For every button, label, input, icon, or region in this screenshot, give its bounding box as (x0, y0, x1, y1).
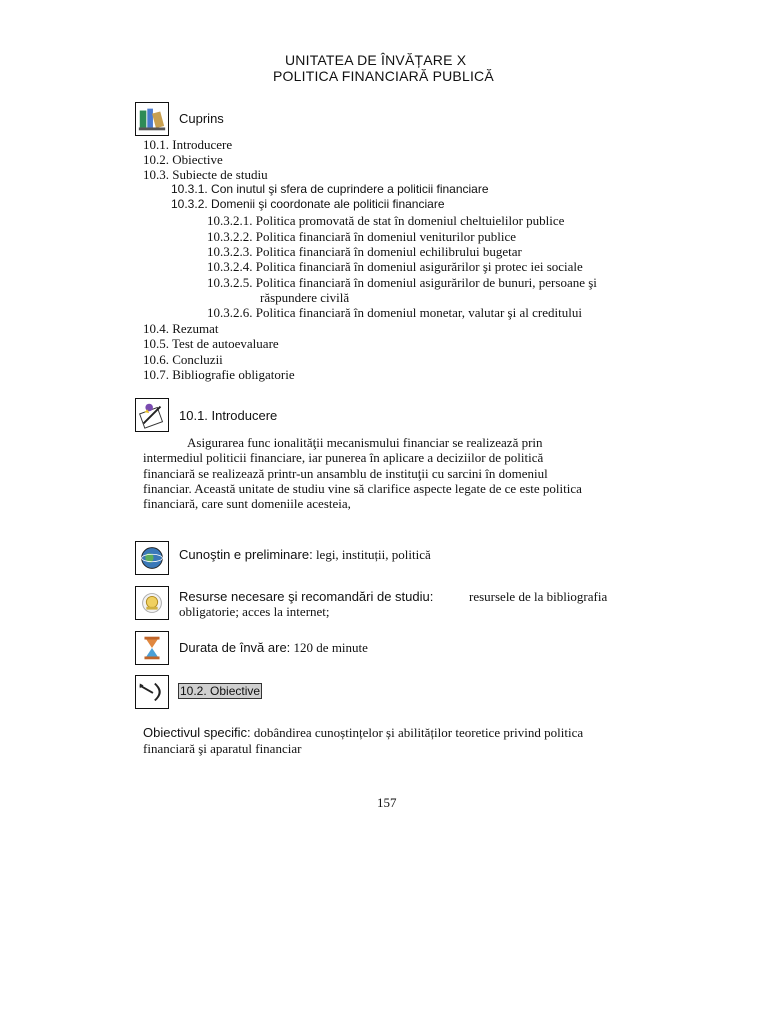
intro-paragraph-line: financiară se realizează printr-un ansamblu de instituţii cu sarcini în domeniul (143, 466, 548, 481)
objective-value-line2: financiară şi aparatul financiar (143, 741, 302, 756)
toc-item[interactable]: 10.2. Obiective (143, 152, 223, 167)
toc-item[interactable]: 10.4. Rezumat (143, 321, 219, 336)
resources-value-line2: obligatorie; acces la internet; (179, 604, 330, 619)
globe-icon (135, 541, 169, 575)
toc-item[interactable]: 10.7. Bibliografie obligatorie (143, 367, 295, 382)
cuprins-heading: Cuprins (179, 111, 224, 126)
objective-label: Obiectivul specific: (143, 725, 251, 740)
toc-item[interactable]: 10.3.2.5. Politica financiară în domeniul asigurărilor de bunuri, persoane şi (207, 275, 597, 290)
section-heading-introducere: 10.1. Introducere (179, 408, 278, 423)
toc-item[interactable]: 10.5. Test de autoevaluare (143, 336, 279, 351)
toc-item[interactable]: 10.3.2.4. Politica financiară în domeniul asigurărilor şi protec iei sociale (207, 259, 583, 274)
target-icon (135, 675, 169, 709)
unit-subtitle: POLITICA FINANCIARĂ PUBLICĂ (273, 68, 494, 84)
page-number: 157 (377, 795, 397, 810)
duration-row (179, 640, 368, 656)
prereq-label: Cunoştin e preliminare: (179, 547, 313, 562)
intro-paragraph-line: intermediul politicii financiare, iar punerea în aplicare a deciziilor de politică (143, 450, 544, 465)
objective-value-line1: dobândirea cunoștințelor și abilităților teoretice privind politica (253, 725, 584, 740)
resources-label: Resurse necesare şi recomandări de studiu: (179, 589, 434, 604)
intro-paragraph-line: Asigurarea func ionalităţii mecanismului financiar se realizează prin (187, 435, 543, 450)
objective-row (143, 725, 583, 741)
toc-item[interactable]: 10.3. Subiecte de studiu (143, 167, 268, 182)
toc-item-continuation: răspundere civilă (260, 290, 350, 305)
prereq-row (179, 547, 431, 563)
duration-label: Durata de învă are: (179, 640, 291, 655)
resources-value-line1: resursele de la bibliografia (469, 589, 608, 604)
toc-item[interactable]: 10.3.2.1. Politica promovată de stat în domeniul cheltuielilor publice (207, 213, 565, 228)
prereq-value: legi, instituții, politică (315, 547, 431, 562)
toc-item[interactable]: 10.1. Introducere (143, 137, 233, 152)
toc-item[interactable]: 10.3.1. Con inutul şi sfera de cuprindere a politicii financiare (171, 182, 489, 196)
obiective-highlight: 10.2. Obiective (180, 684, 261, 698)
section-heading-obiective (178, 684, 262, 698)
pen-writing-icon (135, 398, 169, 432)
unit-title: UNITATEA DE ÎNVĂȚARE X (285, 52, 467, 68)
intro-paragraph-line: financiar. Această unitate de studiu vine să clarifice aspecte legate de ce este politica (143, 481, 582, 496)
hourglass-icon (135, 631, 169, 665)
toc-item[interactable]: 10.3.2. Domenii şi coordonate ale politicii financiare (171, 197, 445, 211)
medal-icon (135, 586, 169, 620)
duration-value: 120 de minute (293, 640, 368, 655)
toc-item[interactable]: 10.3.2.2. Politica financiară în domeniul veniturilor publice (207, 229, 517, 244)
books-icon (135, 102, 169, 136)
intro-paragraph-line: financiară, care sunt domeniile acesteia, (143, 496, 351, 511)
toc-item[interactable]: 10.6. Concluzii (143, 352, 223, 367)
toc-item[interactable]: 10.3.2.3. Politica financiară în domeniul echilibrului bugetar (207, 244, 522, 259)
toc-item[interactable]: 10.3.2.6. Politica financiară în domeniul monetar, valutar şi al creditului (207, 305, 582, 320)
